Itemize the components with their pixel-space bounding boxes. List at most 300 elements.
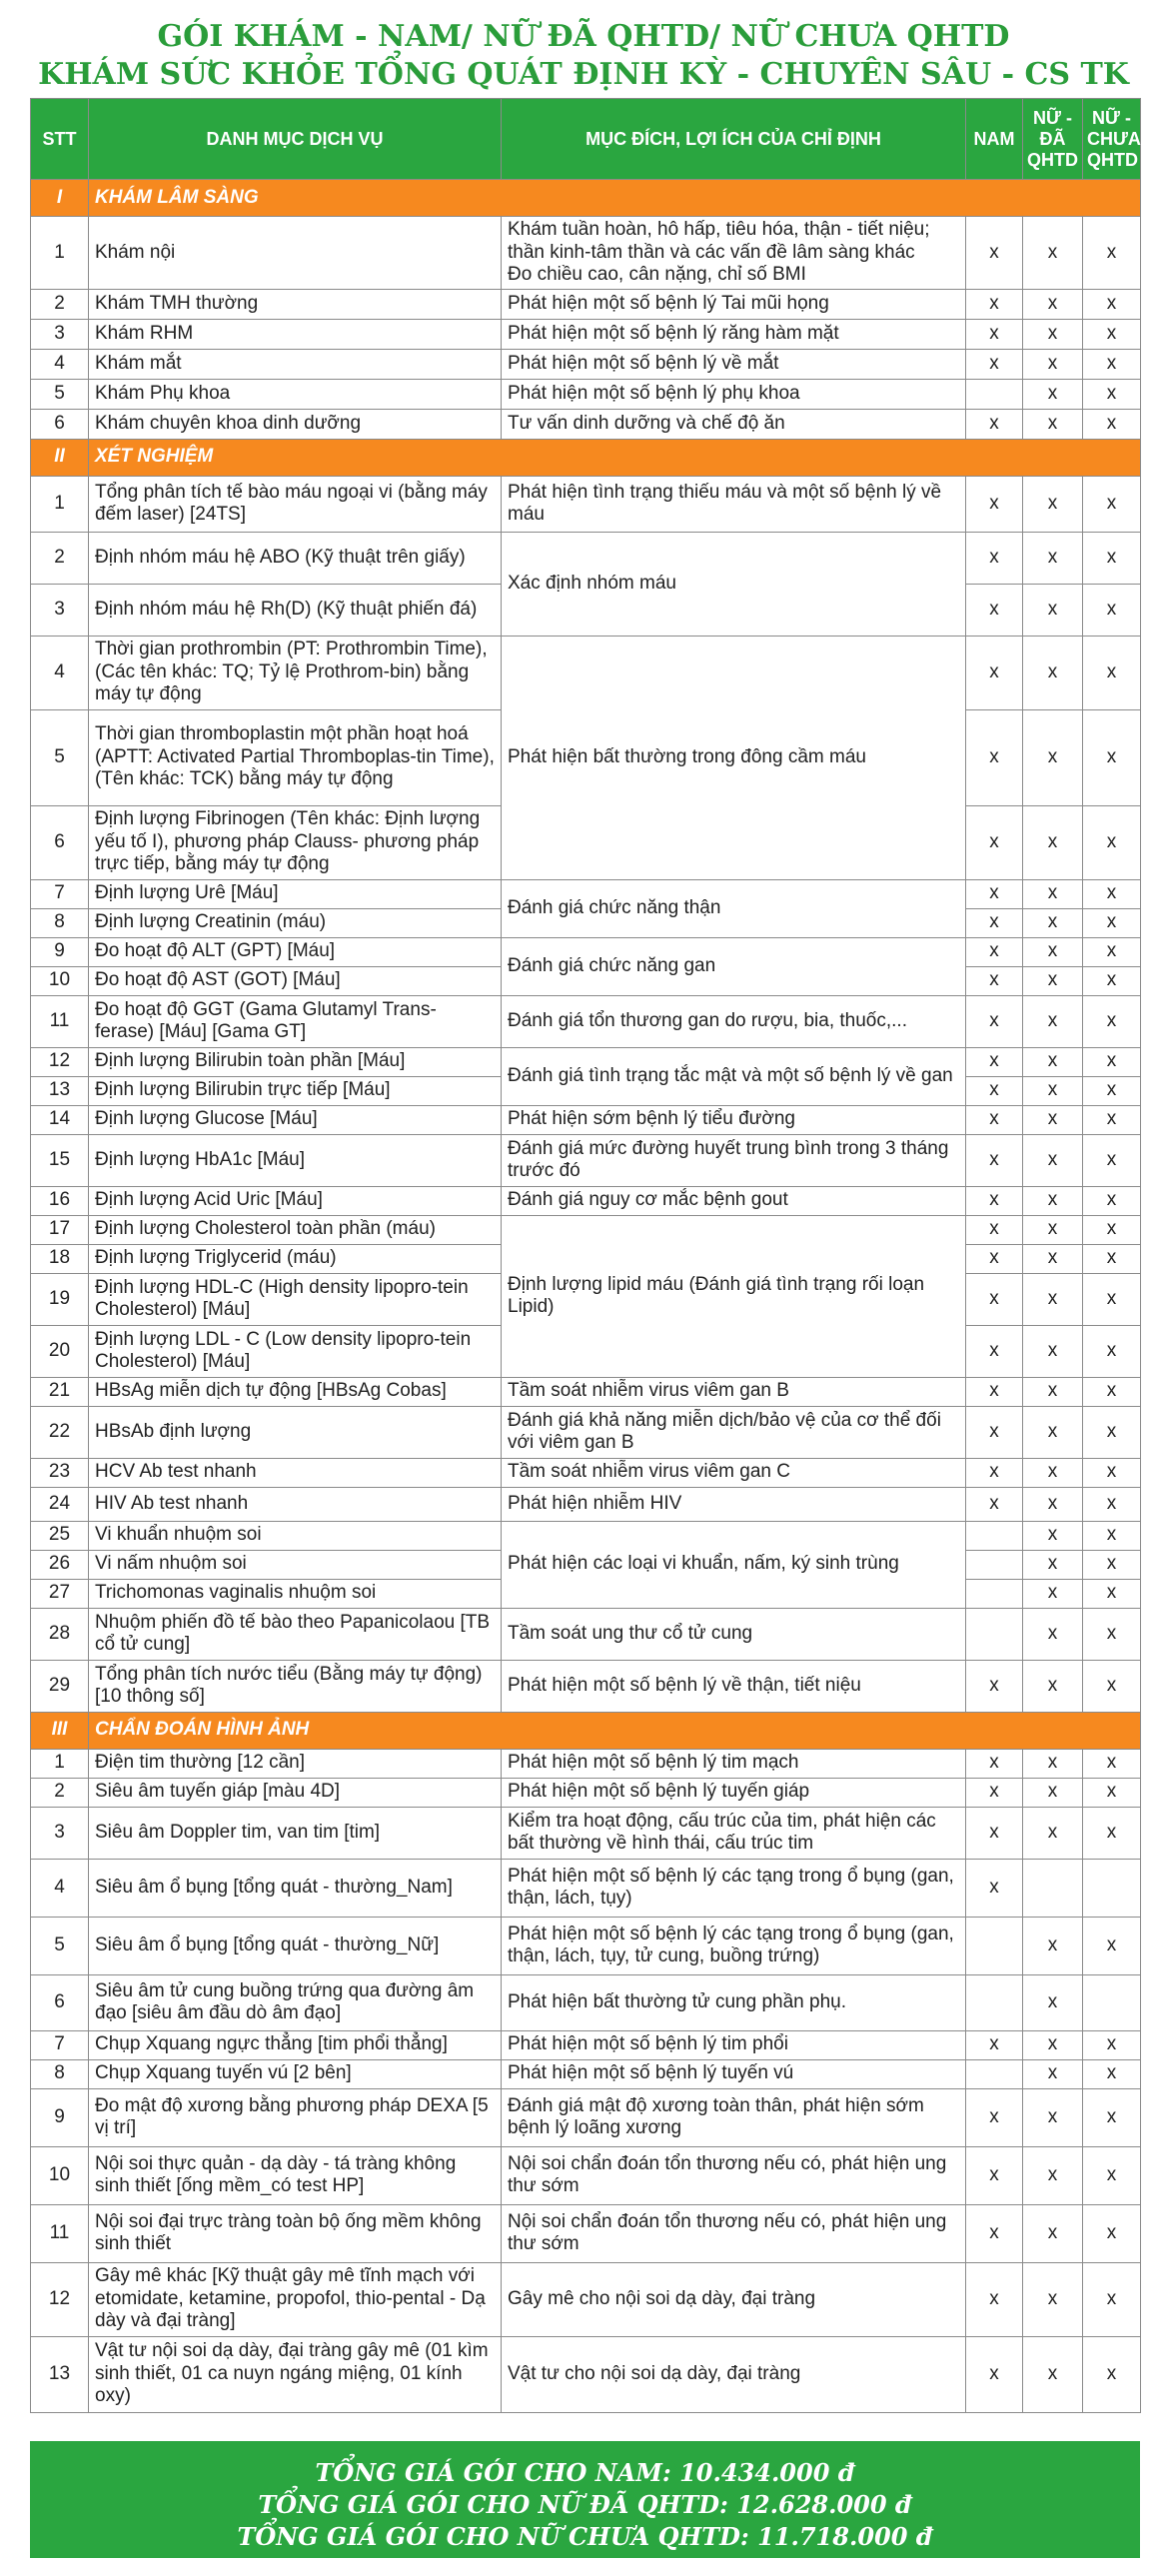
section-title: CHẨN ĐOÁN HÌNH ẢNH — [89, 1712, 1141, 1749]
table-row — [31, 937, 1141, 966]
row-stt: 26 — [31, 1550, 89, 1579]
row-service: Định lượng Glucose [Máu] — [89, 1105, 502, 1134]
check-nam: x — [966, 995, 1023, 1047]
table-row — [31, 1521, 1141, 1550]
table-row — [31, 1487, 1141, 1521]
check-nam: x — [966, 2262, 1023, 2336]
service-table-container — [30, 98, 1140, 2413]
row-service: Khám nội — [89, 217, 502, 290]
header-female-no-qhtd: NỮ - CHƯA QHTD — [1083, 99, 1141, 180]
row-purpose: Phát hiện một số bệnh lý về thận, tiết niệu — [502, 1660, 966, 1712]
row-service: Tổng phân tích nước tiểu (Bằng máy tự động) [10 thông số] — [89, 1660, 502, 1712]
table-row — [31, 289, 1141, 319]
row-service: Khám chuyên khoa dinh dưỡng — [89, 409, 502, 439]
table-row — [31, 532, 1141, 584]
row-stt: 14 — [31, 1105, 89, 1134]
table-row — [31, 1458, 1141, 1487]
check-nam: x — [966, 1244, 1023, 1273]
check-nam: x — [966, 1105, 1023, 1134]
row-service: HBsAg miễn dịch tự động [HBsAg Cobas] — [89, 1377, 502, 1406]
check-nu1: x — [1023, 1215, 1083, 1244]
check-nam: x — [966, 2204, 1023, 2262]
row-stt: 3 — [31, 584, 89, 636]
check-nam: x — [966, 2088, 1023, 2146]
check-nam — [966, 1521, 1023, 1550]
check-nu1: x — [1023, 476, 1083, 532]
row-purpose: Phát hiện một số bệnh lý tuyến giáp — [502, 1778, 966, 1807]
check-nu1: x — [1023, 1186, 1083, 1215]
check-nam: x — [966, 1273, 1023, 1325]
row-purpose: Phát hiện một số bệnh lý tim mạch — [502, 1749, 966, 1778]
check-nu1: x — [1023, 805, 1083, 879]
row-stt: 11 — [31, 2204, 89, 2262]
table-row — [31, 2262, 1141, 2336]
check-nu1: x — [1023, 2262, 1083, 2336]
check-nu2: x — [1083, 1377, 1141, 1406]
row-service: Chụp Xquang ngực thẳng [tim phổi thẳng] — [89, 2030, 502, 2059]
check-nu1: x — [1023, 2030, 1083, 2059]
row-service: Định nhóm máu hệ ABO (Kỹ thuật trên giấy) — [89, 532, 502, 584]
check-nu1: x — [1023, 319, 1083, 349]
check-nu2: x — [1083, 1487, 1141, 1521]
page-subtitle: KHÁM SỨC KHỎE TỔNG QUÁT ĐỊNH KỲ - CHUYÊN SÂU - CS TK — [38, 57, 1129, 92]
row-service: Siêu âm ổ bụng [tổng quát - thường_Nữ] — [89, 1917, 502, 1974]
table-row — [31, 2030, 1141, 2059]
table-row — [31, 636, 1141, 709]
check-nu1: x — [1023, 1579, 1083, 1608]
row-service: Đo mật độ xương bằng phương pháp DEXA [5 vị trí] — [89, 2088, 502, 2146]
row-stt: 2 — [31, 1778, 89, 1807]
table-body — [31, 180, 1141, 2413]
check-nam: x — [966, 476, 1023, 532]
row-service: Định lượng HDL-C (High density lipopro-tein Cholesterol) [Máu] — [89, 1273, 502, 1325]
check-nam: x — [966, 1047, 1023, 1076]
check-nam — [966, 1917, 1023, 1974]
check-nam: x — [966, 908, 1023, 937]
row-purpose: Xác định nhóm máu — [502, 532, 966, 636]
check-nu2: x — [1083, 1550, 1141, 1579]
check-nam: x — [966, 1377, 1023, 1406]
section-title: KHÁM LÂM SÀNG — [89, 180, 1141, 217]
check-nam: x — [966, 805, 1023, 879]
row-stt: 4 — [31, 349, 89, 379]
check-nam: x — [966, 1778, 1023, 1807]
row-service: Định lượng Creatinin (máu) — [89, 908, 502, 937]
check-nu2: x — [1083, 1076, 1141, 1105]
check-nu2: x — [1083, 1105, 1141, 1134]
check-nu2: x — [1083, 2030, 1141, 2059]
table-row — [31, 409, 1141, 439]
row-purpose: Tầm soát nhiễm virus viêm gan C — [502, 1458, 966, 1487]
row-service: Khám TMH thường — [89, 289, 502, 319]
check-nu2: x — [1083, 1047, 1141, 1076]
row-stt: 13 — [31, 2336, 89, 2412]
price-male: TỔNG GIÁ GÓI CHO NAM: 10.434.000 đ — [315, 2458, 855, 2487]
check-nu2: x — [1083, 584, 1141, 636]
check-nu1: x — [1023, 2088, 1083, 2146]
table-row — [31, 2059, 1141, 2088]
check-nu1: x — [1023, 2059, 1083, 2088]
check-nu2: x — [1083, 2204, 1141, 2262]
table-row — [31, 2146, 1141, 2204]
check-nu2: x — [1083, 1215, 1141, 1244]
check-nu2: x — [1083, 1134, 1141, 1186]
check-nu2: x — [1083, 217, 1141, 290]
check-nu1: x — [1023, 349, 1083, 379]
check-nu2: x — [1083, 1406, 1141, 1458]
check-nu1: x — [1023, 709, 1083, 805]
row-stt: 24 — [31, 1487, 89, 1521]
row-purpose: Vật tư cho nội soi dạ dày, đại tràng — [502, 2336, 966, 2412]
check-nu1: x — [1023, 1047, 1083, 1076]
row-service: Định lượng Bilirubin trực tiếp [Máu] — [89, 1076, 502, 1105]
row-service: HCV Ab test nhanh — [89, 1458, 502, 1487]
row-service: Đo hoạt độ AST (GOT) [Máu] — [89, 966, 502, 995]
row-service: Vi khuẩn nhuộm soi — [89, 1521, 502, 1550]
check-nu1: x — [1023, 1487, 1083, 1521]
check-nu2 — [1083, 1859, 1141, 1917]
check-nu2: x — [1083, 1778, 1141, 1807]
check-nu1: x — [1023, 1134, 1083, 1186]
row-service: Thời gian prothrombin (PT: Prothrombin Time), (Các tên khác: TQ; Tỷ lệ Prothrom-bin) bằng máy tự động — [89, 636, 502, 709]
row-stt: 2 — [31, 532, 89, 584]
table-row — [31, 349, 1141, 379]
check-nu2: x — [1083, 709, 1141, 805]
row-service: Khám Phụ khoa — [89, 379, 502, 409]
row-purpose: Phát hiện bất thường tử cung phần phụ. — [502, 1974, 966, 2030]
check-nu1: x — [1023, 966, 1083, 995]
row-stt: 5 — [31, 1917, 89, 1974]
check-nam: x — [966, 1859, 1023, 1917]
check-nam: x — [966, 1660, 1023, 1712]
check-nu1: x — [1023, 1105, 1083, 1134]
check-nam — [966, 1550, 1023, 1579]
row-purpose: Phát hiện các loại vi khuẩn, nấm, ký sinh trùng — [502, 1521, 966, 1608]
check-nu1: x — [1023, 1917, 1083, 1974]
table-row — [31, 1749, 1141, 1778]
table-row — [31, 1778, 1141, 1807]
row-stt: 18 — [31, 1244, 89, 1273]
row-stt: 5 — [31, 709, 89, 805]
check-nu2: x — [1083, 532, 1141, 584]
row-stt: 5 — [31, 379, 89, 409]
check-nam — [966, 379, 1023, 409]
check-nu2: x — [1083, 1244, 1141, 1273]
check-nu1: x — [1023, 1608, 1083, 1660]
check-nu2: x — [1083, 1917, 1141, 1974]
check-nu2: x — [1083, 476, 1141, 532]
row-service: Siêu âm Doppler tim, van tim [tim] — [89, 1807, 502, 1859]
row-stt: 4 — [31, 1859, 89, 1917]
row-stt: 6 — [31, 409, 89, 439]
check-nu2: x — [1083, 908, 1141, 937]
row-stt: 22 — [31, 1406, 89, 1458]
row-service: Định nhóm máu hệ Rh(D) (Kỹ thuật phiến đá) — [89, 584, 502, 636]
check-nu1: x — [1023, 532, 1083, 584]
row-purpose: Nội soi chẩn đoán tổn thương nếu có, phát hiện ung thư sớm — [502, 2146, 966, 2204]
check-nu2: x — [1083, 379, 1141, 409]
check-nu2: x — [1083, 2262, 1141, 2336]
table-row — [31, 1377, 1141, 1406]
check-nam: x — [966, 584, 1023, 636]
check-nu1: x — [1023, 1377, 1083, 1406]
header-service: DANH MỤC DỊCH VỤ — [89, 99, 502, 180]
check-nam: x — [966, 1076, 1023, 1105]
row-service: Tổng phân tích tế bào máu ngoại vi (bằng máy đếm laser) [24TS] — [89, 476, 502, 532]
row-service: Vật tư nội soi dạ dày, đại tràng gây mê (01 kìm sinh thiết, 01 ca nuyn ngáng miệng, 01 kính oxy) — [89, 2336, 502, 2412]
check-nu2: x — [1083, 636, 1141, 709]
check-nu1: x — [1023, 1521, 1083, 1550]
check-nam: x — [966, 1406, 1023, 1458]
check-nu1: x — [1023, 879, 1083, 908]
page-title: GÓI KHÁM - NAM/ NỮ ĐÃ QHTD/ NỮ CHƯA QHTD — [157, 19, 1010, 54]
header-female-qhtd: NỮ - ĐÃ QHTD — [1023, 99, 1083, 180]
table-row — [31, 995, 1141, 1047]
table-row — [31, 476, 1141, 532]
row-service: Khám RHM — [89, 319, 502, 349]
check-nu2: x — [1083, 349, 1141, 379]
row-purpose: Phát hiện tình trạng thiếu máu và một số bệnh lý về máu — [502, 476, 966, 532]
table-row — [31, 2336, 1141, 2412]
row-stt: 25 — [31, 1521, 89, 1550]
check-nu1: x — [1023, 1244, 1083, 1273]
check-nu2: x — [1083, 1521, 1141, 1550]
row-purpose: Phát hiện một số bệnh lý răng hàm mặt — [502, 319, 966, 349]
row-service: Siêu âm ổ bụng [tổng quát - thường_Nam] — [89, 1859, 502, 1917]
check-nam: x — [966, 1215, 1023, 1244]
row-service: Điện tim thường [12 cần] — [89, 1749, 502, 1778]
check-nam: x — [966, 1487, 1023, 1521]
check-nu1: x — [1023, 584, 1083, 636]
row-purpose: Phát hiện một số bệnh lý Tai mũi họng — [502, 289, 966, 319]
check-nu1: x — [1023, 1778, 1083, 1807]
table-row — [31, 1406, 1141, 1458]
check-nu1 — [1023, 1859, 1083, 1917]
table-row — [31, 2204, 1141, 2262]
row-purpose: Tầm soát ung thư cổ tử cung — [502, 1608, 966, 1660]
section-header — [31, 1712, 1141, 1749]
check-nu1: x — [1023, 409, 1083, 439]
check-nam: x — [966, 1325, 1023, 1377]
section-number: I — [31, 180, 89, 217]
row-purpose: Đánh giá mật độ xương toàn thân, phát hiện sớm bệnh lý loãng xương — [502, 2088, 966, 2146]
row-stt: 17 — [31, 1215, 89, 1244]
row-stt: 2 — [31, 289, 89, 319]
row-stt: 13 — [31, 1076, 89, 1105]
table-row — [31, 1859, 1141, 1917]
row-purpose: Phát hiện một số bệnh lý các tạng trong ổ bụng (gan, thận, lách, tụy) — [502, 1859, 966, 1917]
check-nam: x — [966, 879, 1023, 908]
row-purpose: Định lượng lipid máu (Đánh giá tình trạng rối loạn Lipid) — [502, 1215, 966, 1377]
check-nu2: x — [1083, 1579, 1141, 1608]
row-purpose: Đánh giá tổn thương gan do rượu, bia, thuốc,... — [502, 995, 966, 1047]
row-stt: 7 — [31, 2030, 89, 2059]
check-nam: x — [966, 636, 1023, 709]
check-nu1: x — [1023, 1076, 1083, 1105]
row-service: Gây mê khác [Kỹ thuật gây mê tĩnh mạch với etomidate, ketamine, propofol, thio-pental - Dạ dày và đại tràng] — [89, 2262, 502, 2336]
table-row — [31, 1917, 1141, 1974]
row-service: Chụp Xquang tuyến vú [2 bên] — [89, 2059, 502, 2088]
row-stt: 12 — [31, 1047, 89, 1076]
row-service: Nhuộm phiến đồ tế bào theo Papanicolaou [TB cổ tử cung] — [89, 1608, 502, 1660]
row-service: Nội soi thực quản - dạ dày - tá tràng không sinh thiết [ống mềm_có test HP] — [89, 2146, 502, 2204]
check-nu1: x — [1023, 995, 1083, 1047]
check-nu2: x — [1083, 2088, 1141, 2146]
check-nam: x — [966, 349, 1023, 379]
check-nu1: x — [1023, 1749, 1083, 1778]
row-stt: 23 — [31, 1458, 89, 1487]
row-stt: 10 — [31, 2146, 89, 2204]
header-purpose: MỤC ĐÍCH, LỢI ÍCH CỦA CHỈ ĐỊNH — [502, 99, 966, 180]
check-nu1: x — [1023, 937, 1083, 966]
check-nam: x — [966, 709, 1023, 805]
check-nu2: x — [1083, 1608, 1141, 1660]
check-nam: x — [966, 319, 1023, 349]
section-header — [31, 180, 1141, 217]
check-nu2 — [1083, 1974, 1141, 2030]
table-row — [31, 1105, 1141, 1134]
section-number: II — [31, 439, 89, 476]
row-purpose: Tư vấn dinh dưỡng và chế độ ăn — [502, 409, 966, 439]
table-header-row — [31, 99, 1141, 180]
row-purpose: Đánh giá chức năng gan — [502, 937, 966, 995]
check-nu1: x — [1023, 217, 1083, 290]
table-row — [31, 879, 1141, 908]
row-purpose: Kiểm tra hoạt động, cấu trúc của tim, phát hiện các bất thường về hình thái, cấu trúc tim — [502, 1807, 966, 1859]
row-stt: 10 — [31, 966, 89, 995]
table-row — [31, 1134, 1141, 1186]
row-stt: 4 — [31, 636, 89, 709]
check-nu1: x — [1023, 379, 1083, 409]
row-stt: 12 — [31, 2262, 89, 2336]
table-row — [31, 1215, 1141, 1244]
row-purpose: Đánh giá chức năng thận — [502, 879, 966, 937]
row-stt: 8 — [31, 908, 89, 937]
check-nu2: x — [1083, 1273, 1141, 1325]
row-purpose: Nội soi chẩn đoán tổn thương nếu có, phát hiện ung thư sớm — [502, 2204, 966, 2262]
price-female-qhtd: TỔNG GIÁ GÓI CHO NỮ ĐÃ QHTD: 12.628.000 đ — [258, 2490, 912, 2519]
row-stt: 6 — [31, 805, 89, 879]
row-purpose: Phát hiện một số bệnh lý các tạng trong ổ bụng (gan, thận, lách, tụy, tử cung, buồng trứng) — [502, 1917, 966, 1974]
check-nam: x — [966, 1134, 1023, 1186]
check-nu1: x — [1023, 1406, 1083, 1458]
check-nu1: x — [1023, 2146, 1083, 2204]
row-service: HBsAb định lượng — [89, 1406, 502, 1458]
check-nu2: x — [1083, 1458, 1141, 1487]
check-nam: x — [966, 217, 1023, 290]
service-table — [30, 98, 1141, 2413]
check-nu1: x — [1023, 1458, 1083, 1487]
row-service: Định lượng Cholesterol toàn phần (máu) — [89, 1215, 502, 1244]
row-service: Định lượng Urê [Máu] — [89, 879, 502, 908]
check-nam — [966, 1579, 1023, 1608]
row-stt: 9 — [31, 937, 89, 966]
row-stt: 1 — [31, 217, 89, 290]
check-nam: x — [966, 1807, 1023, 1859]
row-stt: 6 — [31, 1974, 89, 2030]
row-purpose: Đánh giá nguy cơ mắc bệnh gout — [502, 1186, 966, 1215]
row-stt: 7 — [31, 879, 89, 908]
table-row — [31, 1047, 1141, 1076]
table-row — [31, 1974, 1141, 2030]
check-nam: x — [966, 1186, 1023, 1215]
check-nu2: x — [1083, 319, 1141, 349]
price-footer — [30, 2441, 1140, 2558]
table-row — [31, 1608, 1141, 1660]
check-nam: x — [966, 937, 1023, 966]
row-service: Định lượng Fibrinogen (Tên khác: Định lượng yếu tố I), phương pháp Clauss- phương pháp trực tiếp, bằng máy tự động — [89, 805, 502, 879]
check-nu2: x — [1083, 1807, 1141, 1859]
table-row — [31, 2088, 1141, 2146]
table-row — [31, 1186, 1141, 1215]
check-nu1: x — [1023, 2336, 1083, 2412]
check-nu2: x — [1083, 409, 1141, 439]
check-nu1: x — [1023, 2204, 1083, 2262]
row-service: Định lượng Triglycerid (máu) — [89, 1244, 502, 1273]
check-nu2: x — [1083, 966, 1141, 995]
row-purpose: Đánh giá khả năng miễn dịch/bảo vệ của cơ thể đối với viêm gan B — [502, 1406, 966, 1458]
check-nu2: x — [1083, 1660, 1141, 1712]
check-nu1: x — [1023, 636, 1083, 709]
table-row — [31, 1807, 1141, 1859]
check-nu2: x — [1083, 2336, 1141, 2412]
row-service: Định lượng LDL - C (Low density lipopro-tein Cholesterol) [Máu] — [89, 1325, 502, 1377]
check-nu1: x — [1023, 289, 1083, 319]
check-nu2: x — [1083, 2146, 1141, 2204]
header-stt: STT — [31, 99, 89, 180]
row-service: Vi nấm nhuộm soi — [89, 1550, 502, 1579]
check-nu1: x — [1023, 1273, 1083, 1325]
section-title: XÉT NGHIỆM — [89, 439, 1141, 476]
check-nu2: x — [1083, 289, 1141, 319]
check-nam: x — [966, 532, 1023, 584]
price-female-no-qhtd: TỔNG GIÁ GÓI CHO NỮ CHƯA QHTD: 11.718.000 đ — [237, 2522, 933, 2551]
row-service: Định lượng HbA1c [Máu] — [89, 1134, 502, 1186]
row-service: Siêu âm tử cung buồng trứng qua đường âm đạo [siêu âm đầu dò âm đạo] — [89, 1974, 502, 2030]
check-nu2: x — [1083, 805, 1141, 879]
row-stt: 11 — [31, 995, 89, 1047]
table-row — [31, 217, 1141, 290]
row-stt: 16 — [31, 1186, 89, 1215]
row-stt: 29 — [31, 1660, 89, 1712]
check-nam: x — [966, 2030, 1023, 2059]
row-purpose: Khám tuần hoàn, hô hấp, tiêu hóa, thận - tiết niệu; thần kinh-tâm thần và các vấn đề lâm sàng khác Đo chiều cao, cân nặng, chỉ số BMI — [502, 217, 966, 290]
check-nam: x — [966, 289, 1023, 319]
check-nam: x — [966, 2146, 1023, 2204]
row-purpose: Phát hiện bất thường trong đông cầm máu — [502, 636, 966, 879]
check-nam — [966, 1608, 1023, 1660]
row-stt: 19 — [31, 1273, 89, 1325]
check-nu1: x — [1023, 1660, 1083, 1712]
row-service: Trichomonas vaginalis nhuộm soi — [89, 1579, 502, 1608]
header-male: NAM — [966, 99, 1023, 180]
row-stt: 21 — [31, 1377, 89, 1406]
row-stt: 3 — [31, 1807, 89, 1859]
row-service: Khám mắt — [89, 349, 502, 379]
check-nu2: x — [1083, 1186, 1141, 1215]
row-stt: 1 — [31, 1749, 89, 1778]
row-purpose: Gây mê cho nội soi dạ dày, đại tràng — [502, 2262, 966, 2336]
check-nam: x — [966, 1458, 1023, 1487]
row-purpose: Phát hiện sớm bệnh lý tiểu đường — [502, 1105, 966, 1134]
check-nu2: x — [1083, 2059, 1141, 2088]
check-nu2: x — [1083, 1325, 1141, 1377]
row-purpose: Phát hiện nhiễm HIV — [502, 1487, 966, 1521]
row-stt: 8 — [31, 2059, 89, 2088]
row-service: Nội soi đại trực tràng toàn bộ ống mềm không sinh thiết — [89, 2204, 502, 2262]
row-service: Định lượng Acid Uric [Máu] — [89, 1186, 502, 1215]
section-header — [31, 439, 1141, 476]
